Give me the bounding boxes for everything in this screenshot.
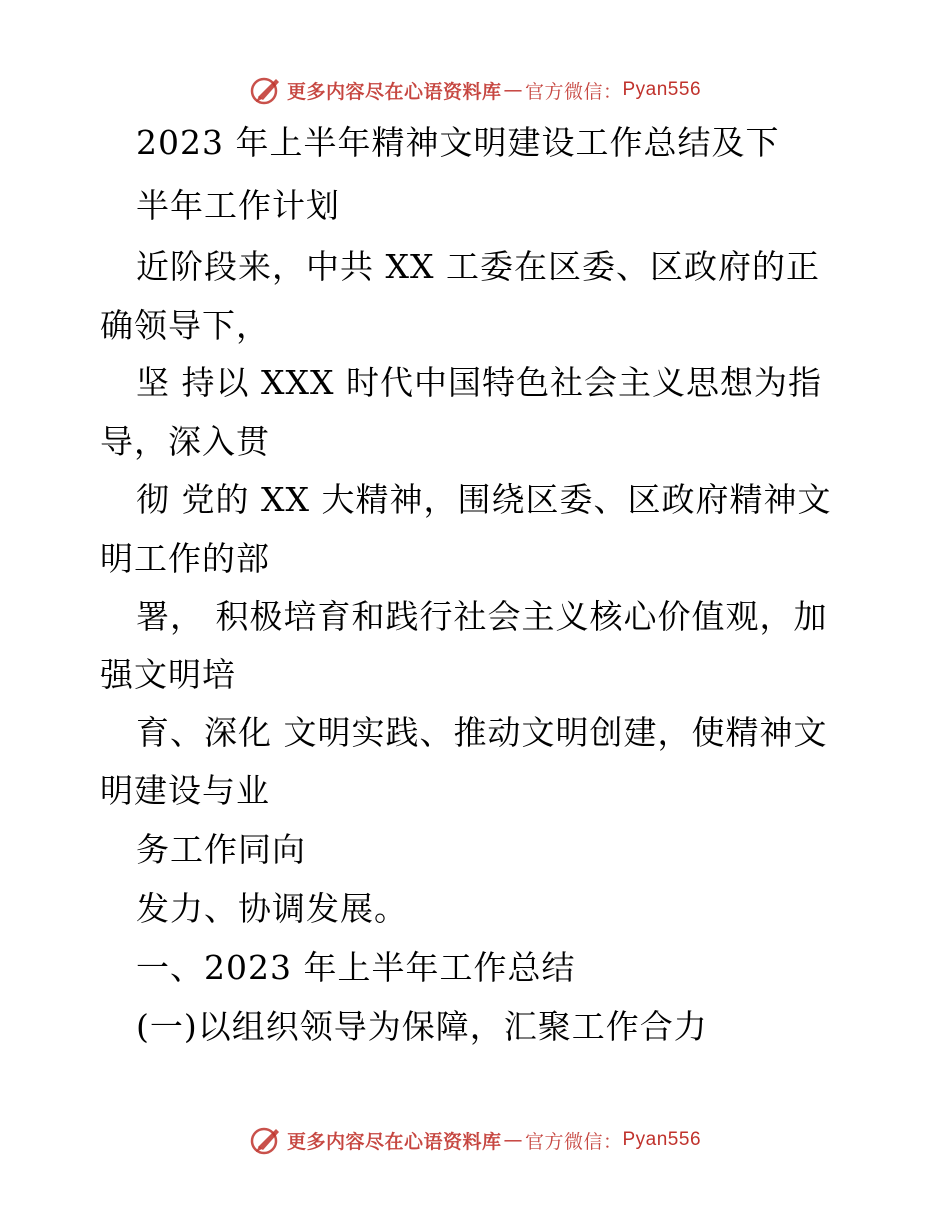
watermark-id: Pyan556 [622,1129,702,1150]
paragraph-line: 明工作的部 [100,539,270,578]
paragraph-line: 彻 党的 XX 大精神，围绕区委、区政府精神文 [136,480,832,519]
watermark-id: Pyan556 [622,79,702,100]
watermark-separator: — [503,79,523,101]
quill-logo-icon [249,73,283,107]
watermark-label: 官方微信： [524,80,623,103]
footer-watermark [0,1120,950,1160]
watermark-separator: — [503,1129,523,1151]
paragraph-line: 坚 持以 XXX 时代中国特色社会主义思想为指 [136,363,822,402]
paragraph-line: 署， 积极培育和践行社会主义核心价值观，加 [136,597,828,636]
header-watermark [0,70,950,110]
watermark-label: 官方微信： [524,1130,623,1153]
section-heading: 一、2023 年上半年工作总结 [136,948,576,987]
subsection-heading: (一)以组织领导为保障，汇聚工作合力 [136,1007,708,1046]
quill-logo-icon [249,1123,283,1157]
paragraph-line: 务工作同向 [136,830,306,869]
document-title-line: 半年工作计划 [136,186,340,225]
paragraph-line: 发力、协调发展。 [136,889,408,928]
paragraph-line: 近阶段来，中共 XX 工委在区委、区政府的正 [136,247,820,286]
paragraph-line: 育、深化 文明实践、推动文明创建，使精神文 [136,713,828,752]
paragraph-line: 确领导下， [100,306,270,345]
paragraph-line: 强文明培 [100,655,236,694]
paragraph-line: 明建设与业 [100,771,270,810]
watermark-text: 更多内容尽在心语资料库 [286,80,502,103]
paragraph-line: 导，深入贯 [100,422,270,461]
watermark-text: 更多内容尽在心语资料库 [286,1130,502,1153]
document-title-line: 2023 年上半年精神文明建设工作总结及下 [136,123,780,162]
